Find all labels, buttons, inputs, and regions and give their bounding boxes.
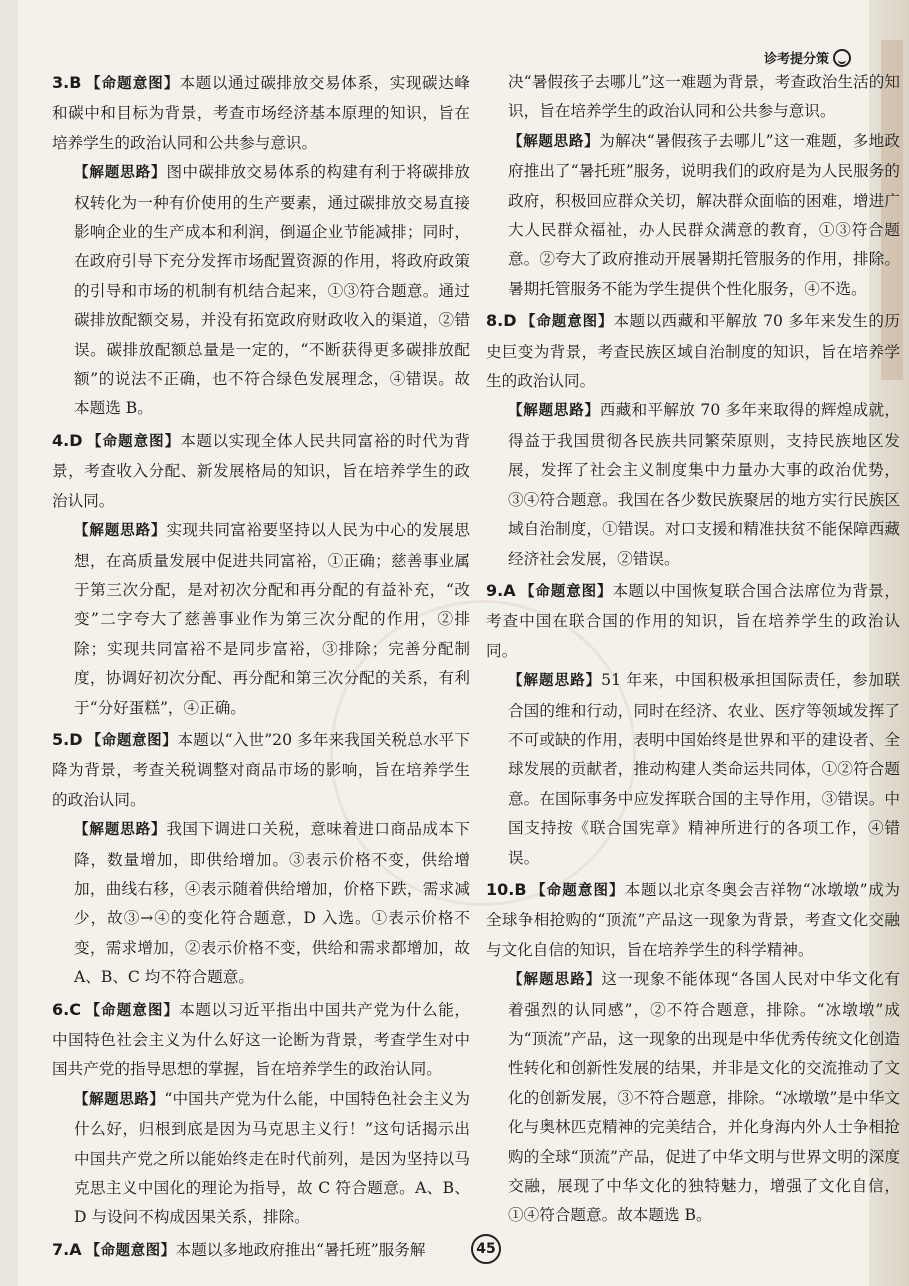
question-number: 9.A (486, 580, 516, 600)
question-number: 10.B (486, 879, 527, 899)
page-number: 45 (471, 1234, 501, 1264)
idea-tag: 【解题思路】 (508, 972, 602, 989)
answer-entry (52, 1235, 470, 1266)
answer-intent (52, 426, 470, 516)
intent-tag: 【命题意图】 (86, 433, 181, 450)
intent-text: 本题以西藏和平解放 70 多年来发生的历史巨变为背景，考查民族区域自治制度的知识，旨在培养学生的政治认同。 (486, 312, 901, 391)
answer-entry (52, 68, 470, 424)
intent-text: 决“暑假孩子去哪儿”这一难题为背景，考查政治生活的知识，旨在培养学生的政治认同和公共参与意识。 (508, 73, 900, 121)
idea-tag: 【解题思路】 (74, 1091, 165, 1108)
question-number: 5.D (52, 729, 83, 749)
answer-intent (52, 68, 470, 158)
left-column (52, 68, 470, 1268)
page-header (764, 48, 851, 67)
intent-text: 本题以中国恢复联合国合法席位为背景，考查中国在联合国的作用的知识，旨在培养学生的政治认同。 (486, 581, 900, 660)
idea-text: 我国下调进口关税，意味着进口商品成本下降，数量增加，即供给增加。③表示价格不变，供给增加，曲线右移，④表示随着供给增加，价格下跌，需求减少，故③→④的变化符合题意，D 入选。①表示价格不变，需求增加，②表示价格不变，供给和需求都增加，故 A、B、C 均不符合题意。 (74, 820, 470, 987)
question-number: 3.B (52, 73, 82, 92)
intent-tag: 【命题意图】 (530, 882, 625, 899)
intent-tag: 【命题意图】 (84, 1002, 180, 1019)
answer-idea (52, 158, 470, 424)
answer-intent (52, 725, 470, 815)
answer-entry (486, 875, 900, 1231)
answer-entry (52, 426, 470, 723)
answer-entry (486, 576, 900, 873)
idea-tag: 【解题思路】 (508, 133, 600, 150)
intent-tag: 【命题意图】 (86, 732, 178, 749)
intent-text: 本题以多地政府推出“暑托班”服务解 (175, 1240, 426, 1259)
answer-idea (486, 965, 900, 1231)
intent-tag: 【命题意图】 (85, 1242, 176, 1259)
idea-tag: 【解题思路】 (508, 403, 600, 420)
answer-intent (486, 68, 900, 127)
answer-idea (52, 815, 470, 992)
answer-entry (52, 995, 470, 1233)
right-column (486, 68, 900, 1233)
intent-text: 本题以北京冬奥会吉祥物“冰墩墩”成为全球争相抢购的“顶流”产品这一现象为背景，考查文化交融与文化自信的知识，旨在培养学生的科学精神。 (486, 880, 901, 959)
answer-intent (486, 576, 900, 666)
idea-text: 这一现象不能体现“各国人民对中华文化有着强烈的认同感”，②不符合题意，排除。“冰墩墩”成为“顶流”产品，这一现象的出现是中华优秀传统文化创造性转化和创新性发展的结果，并非是文化的交流推动了文化的创新发展，③不符合题意，排除。“冰墩墩”是中华文化与奥林匹克精神的完美结合，并化身海内外人士争相抢购的全球“顶流”产品，促进了中华文明与世界文明的深度交融，展现了中华文化的独特魅力，增强了文化自信，①④符合题意。故本题选 B。 (508, 970, 900, 1225)
intent-tag: 【命题意图】 (519, 583, 613, 600)
idea-tag: 【解题思路】 (508, 673, 602, 690)
intent-text: 本题以实现全体人民共同富裕的时代为背景，考查收入分配、新发展格局的知识，旨在培养学生的政治认同。 (52, 431, 470, 510)
answer-intent (486, 306, 900, 396)
answer-intent (486, 875, 900, 965)
answer-idea (52, 1085, 470, 1233)
answer-idea (486, 127, 900, 304)
idea-tag: 【解题思路】 (74, 822, 167, 839)
idea-text: “中国共产党为什么能，中国特色社会主义为什么好，归根到底是因为马克思主义行！”这句话揭示出中国共产党之所以能始终走在时代前列，是因为坚持以马克思主义中国化的理论为指导，故 C 符合题意。A、B、D 与设问不构成因果关系，排除。 (74, 1089, 470, 1227)
header-title: 诊考提分策 (763, 52, 829, 67)
page-edge-left (0, 0, 18, 1286)
intent-text: 本题以习近平指出中国共产党为什么能，中国特色社会主义为什么好这一论断为背景，考查学生对中国共产党的指导思想的掌握，旨在培养学生的政治认同。 (52, 1000, 470, 1079)
idea-tag: 【解题思路】 (74, 523, 167, 540)
idea-text: 西藏和平解放 70 多年来取得的辉煌成就，得益于我国贯彻各民族共同繁荣原则，支持民族地区发展，发挥了社会主义制度集中力量办大事的政治优势，③④符合题意。我国在各少数民族聚居的地方实行民族区域自治制度，①错误。对口支援和精准扶贫不能保障西藏经济社会发展，②错误。 (508, 401, 901, 568)
answer-idea (486, 666, 900, 873)
intent-tag: 【命题意图】 (520, 314, 614, 331)
smiley-logo-icon (833, 49, 851, 67)
idea-text: 图中碳排放交易体系的构建有利于将碳排放权转化为一种有价使用的生产要素，通过碳排放交易直接影响企业的生产成本和利润，倒逼企业节能减排；同时，在政府引导下充分发挥市场配置资源的作用，将政府政策的引导和市场的机制有机结合起来，①③符合题意。通过碳排放配额交易，并没有拓宽政府财政收入的渠道，②错误。碳排放配额总量是一定的，“不断获得更多碳排放配额”的说法不正确，也不符合绿色发展理念，④错误。故本题选 B。 (74, 163, 470, 418)
answer-idea (52, 516, 470, 723)
answer-intent (52, 1235, 470, 1266)
idea-text: 实现共同富裕要坚持以人民为中心的发展思想，在高质量发展中促进共同富裕，①正确；慈善事业属于第三次分配，是对初次分配和再分配的有益补充，“改变”二字夸大了慈善事业作为第三次分配的作用，②排除；实现共同富裕不是同步富裕，③排除；完善分配制度，协调好初次分配、再分配和第三次分配的关系，有利于“分好蛋糕”，④正确。 (74, 521, 470, 717)
intent-tag: 【命题意图】 (85, 76, 180, 92)
answer-intent (52, 995, 470, 1085)
answer-entry (486, 306, 900, 574)
intent-text: 本题以通过碳排放交易体系，实现碳达峰和碳中和目标为背景，考查市场经济基本原理的知识，旨在培养学生的政治认同和公共参与意识。 (52, 74, 470, 152)
intent-text: 本题以“入世”20 多年来我国关税总水平下降为背景，考查关税调整对商品市场的影响，旨在培养学生的政治认同。 (52, 730, 470, 809)
answer-idea (486, 396, 900, 573)
answer-entry (486, 68, 900, 304)
question-number: 6.C (52, 999, 81, 1019)
question-number: 4.D (52, 430, 83, 450)
idea-text: 为解决“暑假孩子去哪儿”这一难题，多地政府推出了“暑托班”服务，说明我们的政府是为人民服务的政府，积极回应群众关切，解决群众面临的困难，增进广大人民群众福祉，办人民群众满意的教育，①③符合题意。②夸大了政府推动开展暑期托管服务的作用，排除。暑期托管服务不能为学生提供个性化服务，④不选。 (508, 131, 901, 298)
idea-text: 51 年来，中国积极承担国际责任，参加联合国的维和行动，同时在经济、农业、医疗等领域发挥了不可或缺的作用，表明中国始终是世界和平的建设者、全球发展的贡献者，推动构建人类命运共同体，①②符合题意。在国际事务中应发挥联合国的主导作用，③错误。中国支持按《联合国宪章》精神所进行的各项工作，④错误。 (508, 671, 900, 867)
idea-tag: 【解题思路】 (74, 165, 167, 182)
question-number: 8.D (486, 311, 517, 331)
answer-entry (52, 725, 470, 993)
question-number: 7.A (52, 1239, 82, 1259)
